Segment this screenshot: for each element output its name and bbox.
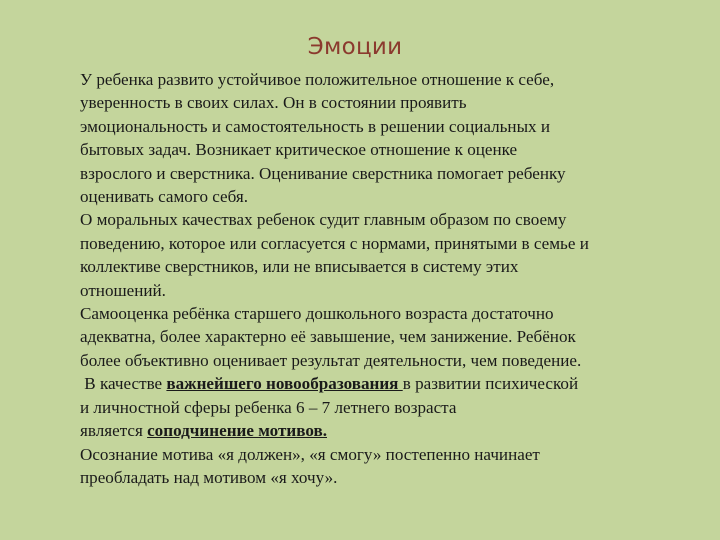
text-line: взрослого и сверстника. Оценивание сверстника помогает ребенку: [80, 163, 566, 183]
paragraph-new-formation: [80, 372, 680, 442]
paragraph-self-esteem: [80, 302, 680, 372]
slide-body: [80, 68, 680, 489]
text-line: [80, 419, 680, 442]
text-line: более объективно оценивает результат деятельности, чем поведение.: [80, 350, 582, 370]
emphasis-new-formation: важнейшего новообразования: [166, 374, 403, 394]
paragraph-moral-qualities: [80, 208, 680, 302]
text-line: и личностной сферы ребенка 6 – 7 летнего возраста: [80, 397, 457, 417]
text-line: Осознание мотива «я должен», «я смогу» постепенно начинает: [80, 444, 540, 464]
text-line: У ребенка развито устойчивое положительное отношение к себе,: [80, 70, 555, 89]
text-line: адекватна, более характерно её завышение, чем занижение. Ребёнок: [80, 327, 576, 347]
text-segment: является: [80, 421, 148, 441]
text-line: [80, 372, 680, 395]
emphasis-subordination-of-motives: соподчинение мотивов.: [147, 421, 327, 441]
text-line: поведению, которое или согласуется с нормами, принятыми в семье и: [80, 233, 589, 253]
text-line: преобладать над мотивом «я хочу».: [80, 467, 338, 487]
text-line: бытовых задач. Возникает критическое отношение к оценке: [80, 140, 518, 160]
text-line: коллективе сверстников, или не вписывается в систему этих: [80, 257, 519, 277]
text-line: отношений.: [80, 280, 166, 300]
text-line: эмоциональность и самостоятельность в решении социальных и: [80, 116, 551, 136]
paragraph-self-attitude: [80, 68, 680, 208]
slide-title: Эмоции: [307, 34, 403, 60]
text-line: оценивать самого себя.: [80, 187, 249, 207]
paragraph-motive-awareness: [80, 443, 680, 490]
text-segment: в развитии психической: [402, 374, 579, 394]
text-segment: В качестве: [80, 374, 167, 394]
text-line: О моральных качествах ребенок судит главным образом по своему: [80, 210, 567, 230]
text-line: Самооценка ребёнка старшего дошкольного возраста достаточно: [80, 304, 554, 324]
text-line: уверенность в своих силах. Он в состоянии проявить: [80, 93, 467, 113]
